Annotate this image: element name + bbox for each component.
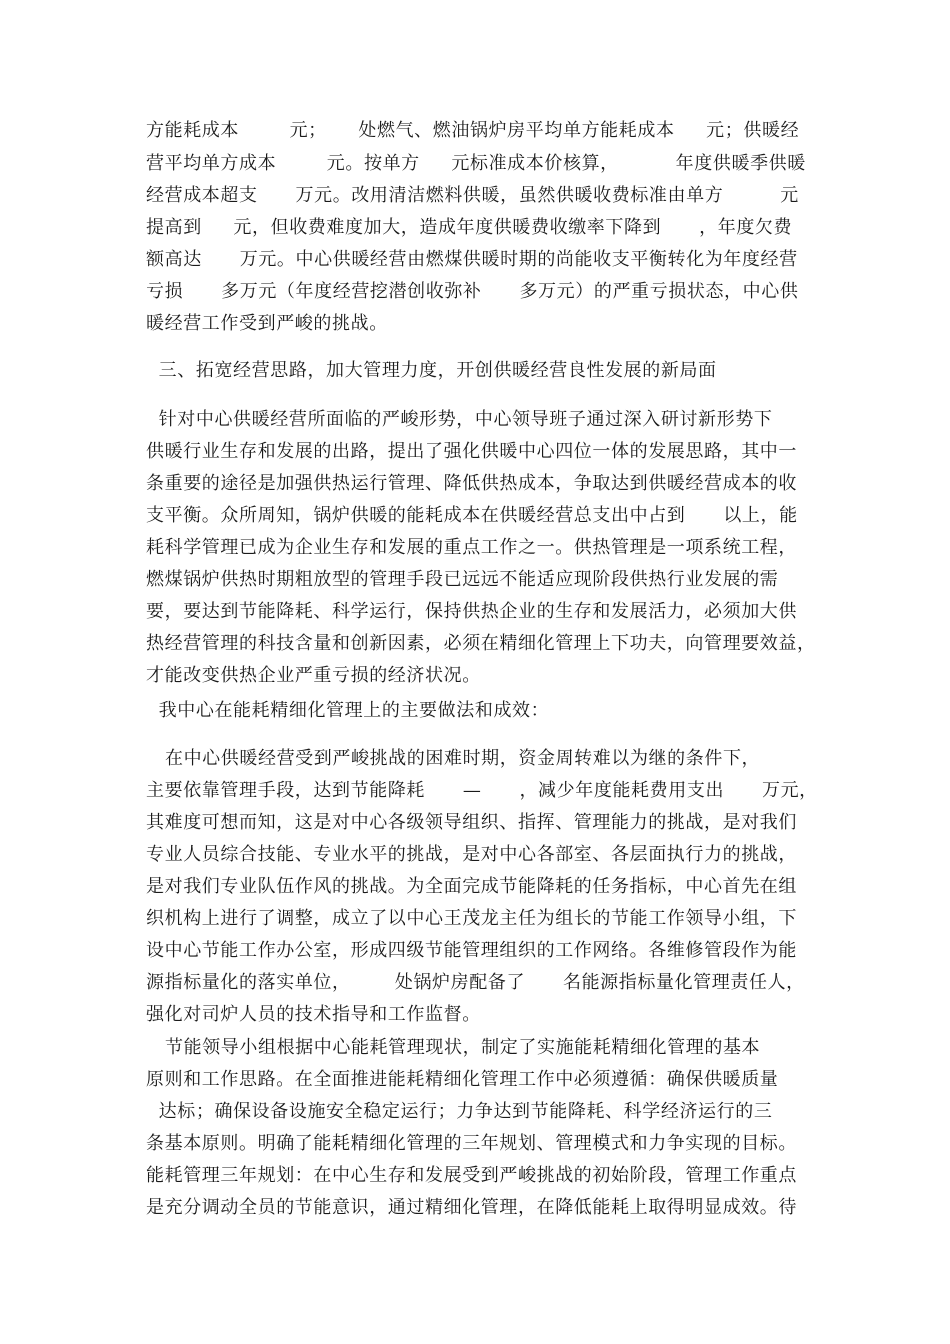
text-line: 经营成本超支 万元。改用清洁燃料供暖，虽然供暖收费标准由单方 元 — [146, 185, 799, 206]
text-line: 专业人员综合技能、专业水平的挑战，是对中心各部室、各层面执行力的挑战， — [146, 844, 797, 865]
text-line: 强化对司炉人员的技术指导和工作监督。 — [146, 1004, 481, 1025]
text-line: 额高达 万元。中心供暖经营由燃煤供暖时期的尚能收支平衡转化为年度经营 — [146, 249, 798, 270]
text-line: 源指标量化的落实单位， 处锅炉房配备了 名能源指标量化管理责任人， — [146, 972, 805, 993]
text-line: 是充分调动全员的节能意识，通过精细化管理，在降低能耗上取得明显成效。待 — [146, 1197, 797, 1218]
text-line: 设中心节能工作办公室，形成四级节能管理组织的工作网络。各维修管段作为能 — [146, 940, 797, 961]
text-line: 达标；确保设备设施安全稳定运行；力争达到节能降耗、科学经济运行的三 — [146, 1101, 773, 1122]
text-line: 营平均单方成本 元。按单方 元标准成本价核算， 年度供暖季供暖 — [146, 153, 806, 174]
text-line: 暖经营工作受到严峻的挑战。 — [146, 313, 388, 334]
text-line: 主要依靠管理手段，达到节能降耗 — ，减少年度能耗费用支出 万元， — [146, 780, 818, 801]
text-line: 热经营管理的科技含量和创新因素，必须在精细化管理上下功夫，向管理要效益， — [146, 633, 816, 654]
text-line: 燃煤锅炉供热时期粗放型的管理手段已远远不能适应现阶段供热行业发展的需 — [146, 569, 779, 590]
text-line: 亏损 多万元（年度经营挖潜创收弥补 多万元）的严重亏损状态，中心供 — [146, 281, 799, 302]
text-line: 节能领导小组根据中心能耗管理现状，制定了实施能耗精细化管理的基本 — [146, 1037, 761, 1058]
text-line: 供暖行业生存和发展的出路，提出了强化供暖中心四位一体的发展思路，其中一 — [146, 441, 797, 462]
section-heading: 三、拓宽经营思路，加大管理力度，开创供暖经营良性发展的新局面 — [146, 360, 717, 381]
text-line: 条重要的途径是加强供热运行管理、降低供热成本，争取达到供暖经营成本的收 — [146, 473, 797, 494]
text-line: 方能耗成本 元； 处燃气、燃油锅炉房平均单方能耗成本 元；供暖经 — [146, 120, 800, 141]
text-line: 其难度可想而知，这是对中心各级领导组织、指挥、管理能力的挑战，是对我们 — [146, 812, 797, 833]
paragraph-lead: 我中心在能耗精细化管理上的主要做法和成效： — [146, 700, 550, 721]
text-line: 能耗管理三年规划：在中心生存和发展受到严峻挑战的初始阶段，管理工作重点 — [146, 1165, 797, 1186]
text-line: 条基本原则。明确了能耗精细化管理的三年规划、管理模式和力争实现的目标。 — [146, 1133, 797, 1154]
text-line: 要，要达到节能降耗、科学运行，保持供热企业的生存和发展活力，必须加大供 — [146, 601, 797, 622]
text-line: 在中心供暖经营受到严峻挑战的困难时期，资金周转难以为继的条件下， — [146, 748, 761, 769]
text-line: 提高到 元，但收费难度加大，造成年度供暖费收缴率下降到 ，年度欠费 — [146, 217, 793, 238]
text-line: 针对中心供暖经营所面临的严峻形势，中心领导班子通过深入研讨新形势下 — [146, 409, 773, 430]
text-line: 支平衡。众所周知，锅炉供暖的能耗成本在供暖经营总支出中占到 以上，能 — [146, 505, 798, 526]
text-line: 才能改变供热企业严重亏损的经济状况。 — [146, 665, 481, 686]
text-line: 织机构上进行了调整，成立了以中心王茂龙主任为组长的节能工作领导小组，下 — [146, 908, 797, 929]
text-line: 是对我们专业队伍作风的挑战。为全面完成节能降耗的任务指标，中心首先在组 — [146, 876, 797, 897]
text-line: 原则和工作思路。在全面推进能耗精细化管理工作中必须遵循：确保供暖质量 — [146, 1069, 779, 1090]
text-line: 耗科学管理已成为企业生存和发展的重点工作之一。供热管理是一项系统工程， — [146, 537, 797, 558]
